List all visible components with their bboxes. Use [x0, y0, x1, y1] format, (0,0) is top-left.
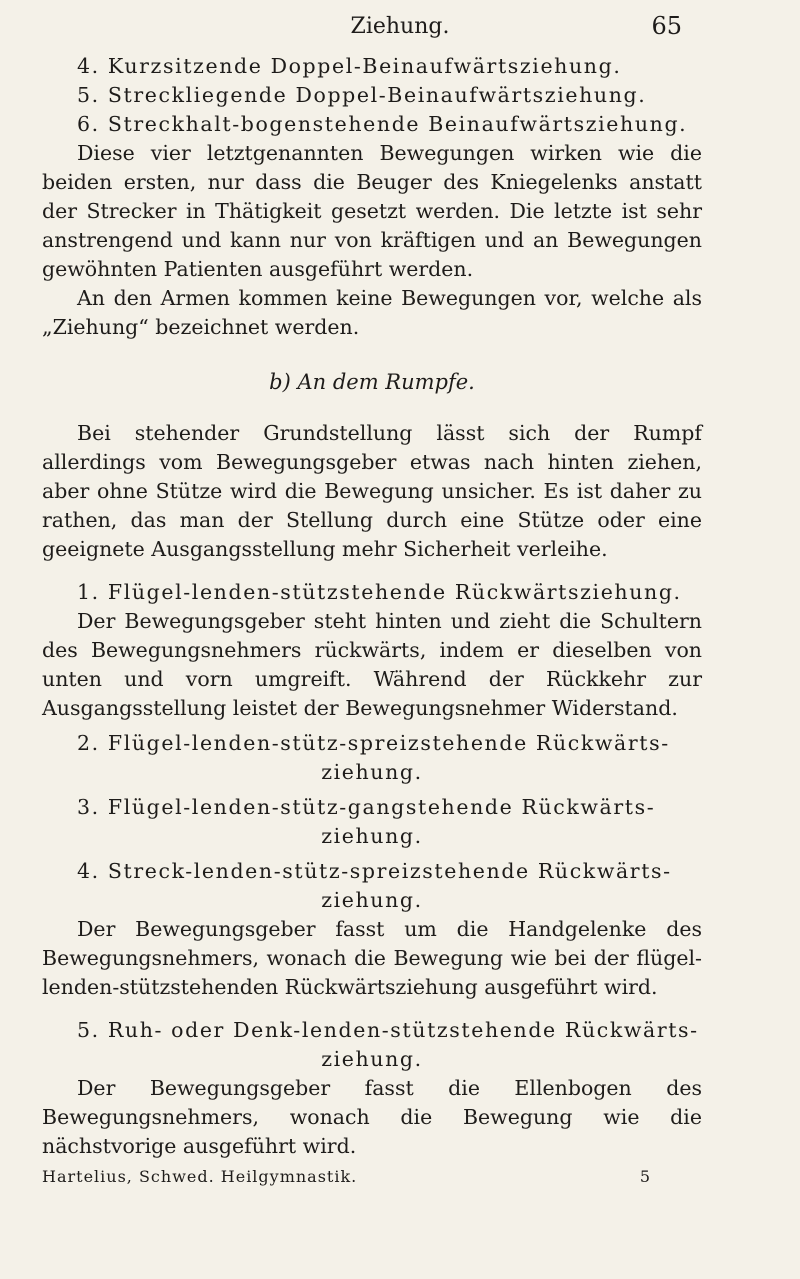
section-subheading: b) An dem Rumpfe.: [269, 370, 475, 394]
exercise-heading: 5. Streckliegende Doppel-Beinaufwärtsziehung.: [77, 83, 647, 107]
exercise-heading: 2. Flügel-lenden-stütz-spreizstehende Rückwärts-: [77, 731, 670, 755]
paragraph: Bei stehender Grundstellung lässt sich der Rumpf allerdings vom Bewegungsgeber etwas nach hinten ziehen, aber ohne Stütze wird die Bewegung unsicher. Es ist daher zu rathen, das man der Stellung durch eine Stütze oder eine geeignete Ausgangsstellung mehr Sicherheit verleihe.: [42, 421, 702, 561]
exercise-heading: 3. Flügel-lenden-stütz-gangstehende Rückwärts-: [77, 795, 656, 819]
exercise-heading: 5. Ruh- oder Denk-lenden-stützstehende Rückwärts-: [77, 1018, 699, 1042]
paragraph: An den Armen kommen keine Bewegungen vor, welche als „Ziehung“ bezeichnet werden.: [42, 286, 702, 339]
exercise-heading-continuation: ziehung.: [321, 888, 423, 912]
exercise-heading: 1. Flügel-lenden-stützstehende Rückwärtsziehung.: [77, 580, 682, 604]
paragraph: Der Bewegungsgeber steht hinten und zieht die Schultern des Bewegungsnehmers rückwärts, indem er dieselben von unten und vorn umgreift. Während der Rückkehr zur Ausgangsstellung leistet der Bewegungsnehmer Widerstand.: [42, 609, 702, 720]
exercise-heading-continuation: ziehung.: [321, 1047, 423, 1071]
exercise-heading: 4. Kurzsitzende Doppel-Beinaufwärtsziehung.: [77, 54, 622, 78]
paragraph: Der Bewegungsgeber fasst um die Handgelenke des Bewegungsnehmers, wonach die Bewegung wie bei der flügel-lenden-stützstehenden Rückwärtsziehung ausgeführt wird.: [42, 917, 702, 999]
exercise-heading: 4. Streck-lenden-stütz-spreizstehende Rückwärts-: [77, 859, 672, 883]
paragraph: Der Bewegungsgeber fasst die Ellenbogen des Bewegungsnehmers, wonach die Bewegung wie die nächstvorige ausgeführt wird.: [42, 1076, 702, 1158]
page-body: [42, 52, 702, 1186]
page-number: 65: [651, 12, 682, 40]
exercise-heading-continuation: ziehung.: [321, 760, 423, 784]
paragraph: Diese vier letztgenannten Bewegungen wirken wie die beiden ersten, nur dass die Beuger des Kniegelenks anstatt der Strecker in Thätigkeit gesetzt werden. Die letzte ist sehr anstrengend und kann nur von kräftigen und an Bewegungen gewöhnten Patienten ausgeführt werden.: [42, 141, 702, 281]
exercise-heading: 6. Streckhalt-bogenstehende Beinaufwärtsziehung.: [77, 112, 688, 136]
running-title: Ziehung.: [350, 14, 450, 39]
exercise-heading-continuation: ziehung.: [321, 824, 423, 848]
page-header: [0, 12, 800, 46]
signature-line: Hartelius, Schwed. Heilgymnastik.: [42, 1167, 358, 1186]
sheet-signature: 5: [639, 1167, 650, 1186]
page-footer: [42, 1167, 702, 1186]
